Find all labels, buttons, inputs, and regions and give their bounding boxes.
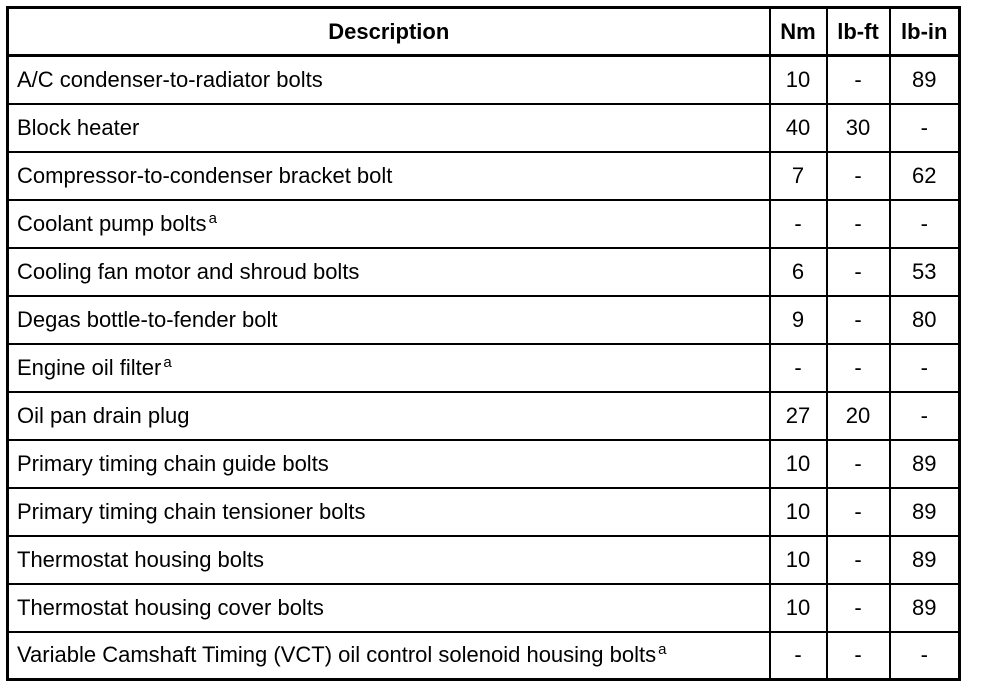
row-description (8, 536, 770, 584)
row-lbin: 89 (890, 584, 960, 632)
description-text: Thermostat housing bolts (17, 546, 265, 572)
row-nm: - (770, 200, 827, 248)
row-nm: 7 (770, 152, 827, 200)
row-description (8, 488, 770, 536)
row-lbft: 30 (827, 104, 890, 152)
row-nm: 10 (770, 536, 827, 584)
row-nm: 10 (770, 488, 827, 536)
row-lbin: 62 (890, 152, 960, 200)
description-text: Engine oil filter (17, 354, 162, 380)
row-description (8, 632, 770, 680)
row-lbft: - (827, 344, 890, 392)
footnote-marker: a (658, 641, 667, 659)
row-description (8, 104, 770, 152)
row-lbft: - (827, 152, 890, 200)
table-row (8, 488, 960, 536)
row-nm: 10 (770, 440, 827, 488)
description-text: Primary timing chain tensioner bolts (17, 498, 366, 524)
row-description (8, 152, 770, 200)
torque-spec-table-container (6, 6, 961, 681)
table-row (8, 392, 960, 440)
row-description (8, 584, 770, 632)
row-nm: 40 (770, 104, 827, 152)
row-lbin: - (890, 632, 960, 680)
row-lbft: - (827, 56, 890, 104)
torque-spec-table (6, 6, 961, 681)
table-header (8, 8, 960, 56)
row-lbin: - (890, 104, 960, 152)
row-nm: 9 (770, 296, 827, 344)
row-nm: - (770, 344, 827, 392)
table-row (8, 296, 960, 344)
row-description (8, 392, 770, 440)
row-description (8, 344, 770, 392)
table-row (8, 584, 960, 632)
row-lbin: 89 (890, 536, 960, 584)
row-lbft: - (827, 440, 890, 488)
description-text: Cooling fan motor and shroud bolts (17, 258, 360, 284)
header-lbft: lb-ft (827, 8, 890, 56)
row-lbin: 89 (890, 440, 960, 488)
row-lbin: - (890, 344, 960, 392)
row-lbin: 53 (890, 248, 960, 296)
row-nm: 10 (770, 56, 827, 104)
row-description (8, 56, 770, 104)
row-description (8, 296, 770, 344)
table-row (8, 536, 960, 584)
row-description (8, 248, 770, 296)
footnote-marker: a (163, 353, 172, 371)
row-nm: 27 (770, 392, 827, 440)
row-lbft: - (827, 200, 890, 248)
table-row (8, 152, 960, 200)
table-row (8, 104, 960, 152)
row-description (8, 200, 770, 248)
row-lbin: 80 (890, 296, 960, 344)
row-lbin: - (890, 392, 960, 440)
description-text: Coolant pump bolts (17, 210, 207, 236)
header-description: Description (8, 8, 770, 56)
row-lbin: 89 (890, 488, 960, 536)
row-lbft: - (827, 584, 890, 632)
description-text: Thermostat housing cover bolts (17, 594, 324, 620)
row-lbft: - (827, 296, 890, 344)
table-row (8, 440, 960, 488)
header-row (8, 8, 960, 56)
row-lbft: 20 (827, 392, 890, 440)
description-text: Variable Camshaft Timing (VCT) oil control solenoid housing bolts (17, 642, 657, 668)
row-description (8, 440, 770, 488)
table-row (8, 248, 960, 296)
row-lbft: - (827, 632, 890, 680)
table-row (8, 56, 960, 104)
row-nm: 10 (770, 584, 827, 632)
description-text: Primary timing chain guide bolts (17, 450, 329, 476)
header-lbin: lb-in (890, 8, 960, 56)
description-text: Degas bottle-to-fender bolt (17, 306, 278, 332)
table-row (8, 632, 960, 680)
row-lbft: - (827, 536, 890, 584)
table-body (8, 56, 960, 680)
footnote-marker: a (208, 209, 217, 227)
description-text: Block heater (17, 114, 140, 140)
header-nm: Nm (770, 8, 827, 56)
row-lbin: 89 (890, 56, 960, 104)
table-row (8, 200, 960, 248)
row-lbft: - (827, 248, 890, 296)
row-nm: - (770, 632, 827, 680)
description-text: A/C condenser-to-radiator bolts (17, 66, 323, 92)
row-nm: 6 (770, 248, 827, 296)
table-row (8, 344, 960, 392)
row-lbft: - (827, 488, 890, 536)
description-text: Oil pan drain plug (17, 402, 190, 428)
row-lbin: - (890, 200, 960, 248)
description-text: Compressor-to-condenser bracket bolt (17, 162, 393, 188)
